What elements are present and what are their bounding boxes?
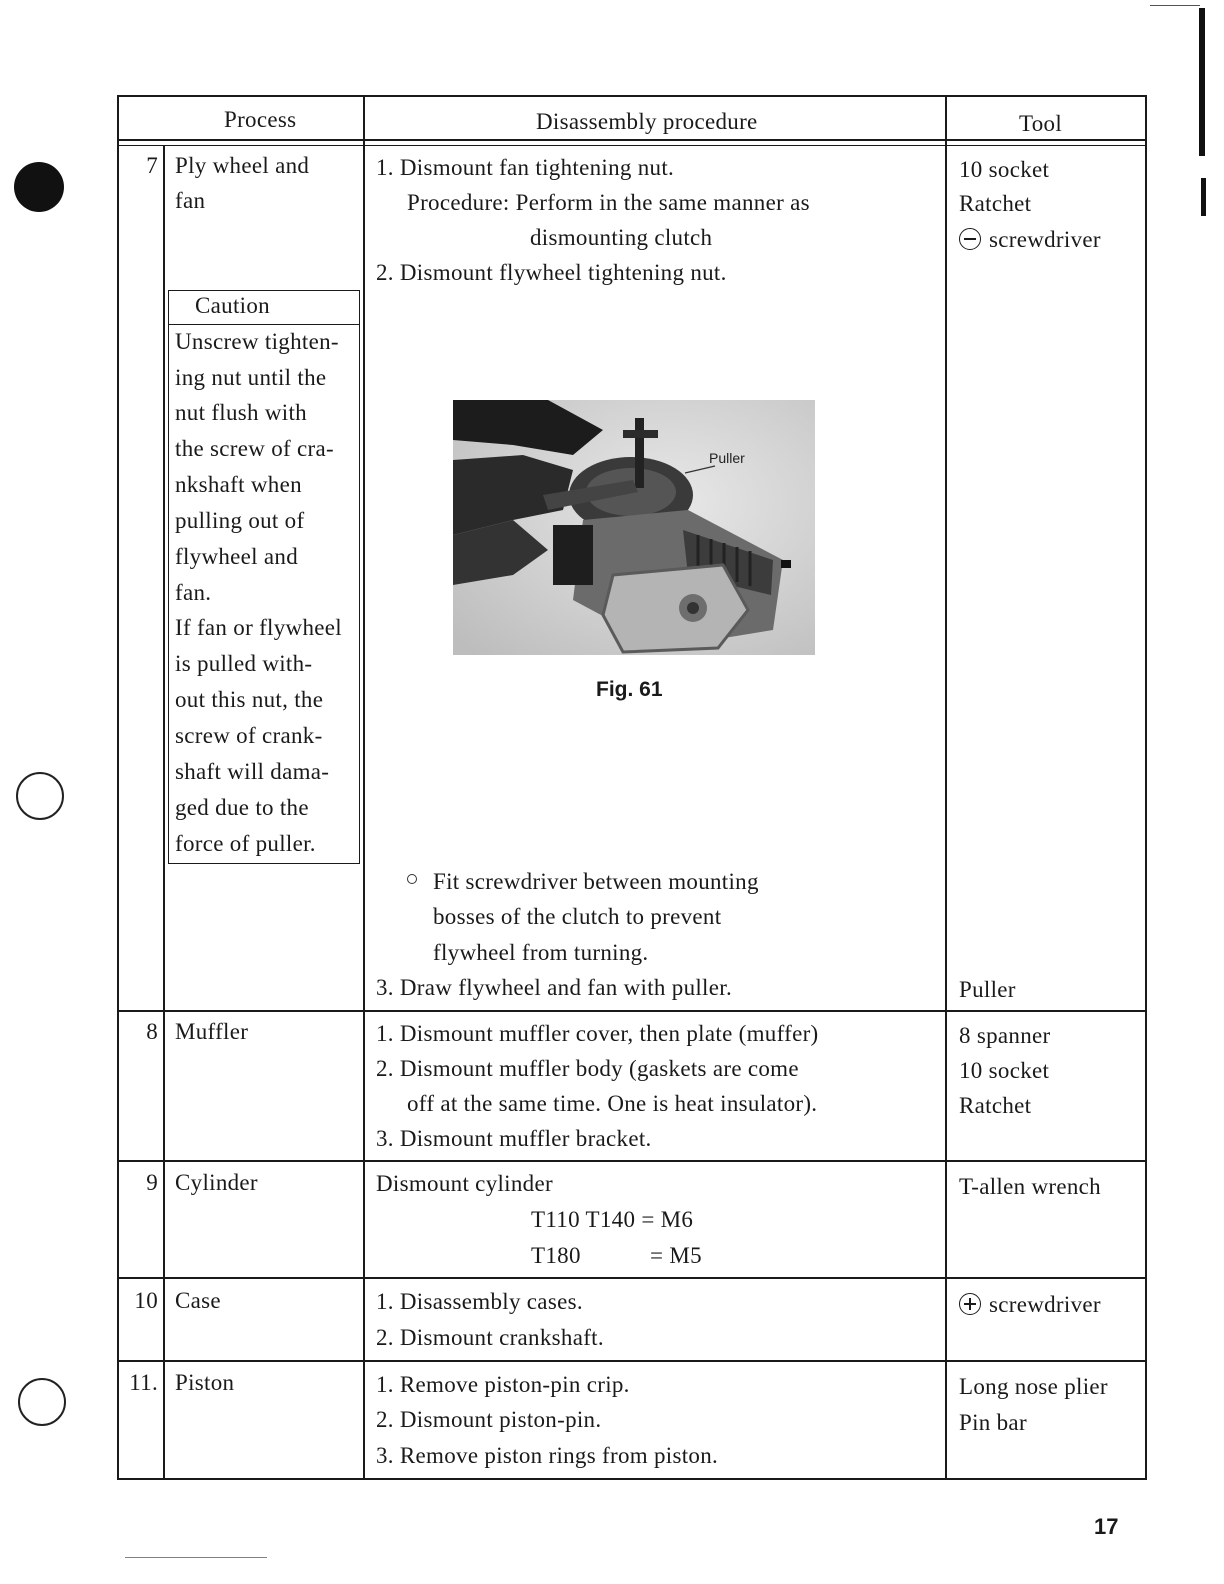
edge-bar — [1199, 8, 1205, 156]
caution-line: pulling out of — [175, 508, 305, 533]
tool-item: Ratchet — [959, 1093, 1032, 1118]
process-name: Ply wheel and — [175, 153, 310, 178]
tool-item: Pin bar — [959, 1410, 1027, 1435]
header-process: Process — [224, 107, 297, 132]
process-name: Piston — [175, 1370, 235, 1395]
caution-line: the screw of cra- — [175, 436, 334, 461]
edge-bar — [1201, 178, 1206, 216]
procedure-step: 1. Dismount fan tightening nut. — [376, 155, 675, 180]
tool-item: Puller — [959, 977, 1016, 1002]
procedure-step: 3. Remove piston rings from piston. — [376, 1443, 719, 1468]
edge-line — [1150, 5, 1200, 6]
procedure-step: 2. Dismount piston-pin. — [376, 1407, 602, 1432]
tool-item: screwdriver — [959, 222, 1101, 258]
caution-line: is pulled with- — [175, 651, 313, 676]
tool-item: 10 socket — [959, 1058, 1050, 1083]
procedure-step: 3. Dismount muffler bracket. — [376, 1126, 652, 1151]
tool-item: 10 socket — [959, 157, 1050, 182]
procedure-step: 1. Dismount muffler cover, then plate (muffer) — [376, 1021, 819, 1046]
caution-line: If fan or flywheel — [175, 615, 342, 640]
header-procedure: Disassembly procedure — [536, 109, 758, 134]
procedure-step: 3. Draw flywheel and fan with puller. — [376, 975, 732, 1000]
caution-line: shaft will dama- — [175, 759, 330, 784]
note-line: bosses of the clutch to prevent — [433, 904, 722, 929]
minus-screwdriver-icon — [959, 228, 981, 250]
caution-line: ged due to the — [175, 795, 309, 820]
note-line: flywheel from turning. — [433, 940, 649, 965]
row-number: 11. — [129, 1370, 158, 1395]
row-number: 9 — [146, 1170, 158, 1195]
procedure-step: Dismount cylinder — [376, 1171, 553, 1196]
engine-puller-photo — [453, 400, 815, 655]
process-name: Muffler — [175, 1019, 249, 1044]
row-number: 10 — [134, 1288, 158, 1313]
header-tool: Tool — [1019, 111, 1063, 136]
row-number: 7 — [146, 153, 158, 178]
bullet-circle-icon — [407, 874, 417, 884]
process-name: fan — [175, 188, 206, 213]
procedure-step: 2. Dismount crankshaft. — [376, 1325, 604, 1350]
binder-hole — [18, 1378, 66, 1426]
procedure-step: Procedure: Perform in the same manner as — [407, 190, 810, 215]
procedure-step: T180 — [531, 1243, 581, 1268]
procedure-step: = M5 — [650, 1243, 702, 1268]
caution-title: Caution — [195, 293, 270, 318]
procedure-step: T110 T140 = M6 — [531, 1207, 694, 1232]
row-number: 8 — [146, 1019, 158, 1044]
note-line: Fit screwdriver between mounting — [433, 869, 759, 894]
caution-line: Unscrew tighten- — [175, 329, 339, 354]
process-name: Case — [175, 1288, 221, 1313]
process-name: Cylinder — [175, 1170, 258, 1195]
procedure-step: dismounting clutch — [530, 225, 713, 250]
caution-line: nut flush with — [175, 400, 307, 425]
procedure-step: off at the same time. One is heat insulator). — [407, 1091, 818, 1116]
procedure-step: 1. Disassembly cases. — [376, 1289, 583, 1314]
binder-hole-filled — [14, 162, 64, 212]
figure-caption: Fig. 61 — [596, 678, 663, 701]
tool-item: Ratchet — [959, 191, 1032, 216]
page-number: 17 — [1094, 1514, 1119, 1539]
caution-line: ing nut until the — [175, 365, 327, 390]
caution-line: out this nut, the — [175, 687, 324, 712]
caution-line: flywheel and — [175, 544, 299, 569]
binder-hole — [16, 772, 64, 820]
tool-item: T-allen wrench — [959, 1174, 1101, 1199]
tool-item: 8 spanner — [959, 1023, 1051, 1048]
caution-line: force of puller. — [175, 831, 316, 856]
procedure-step: 2. Dismount muffler body (gaskets are come — [376, 1056, 799, 1081]
caution-line: nkshaft when — [175, 472, 302, 497]
caution-line: screw of crank- — [175, 723, 323, 748]
caution-line: fan. — [175, 580, 212, 605]
procedure-step: 1. Remove piston-pin crip. — [376, 1372, 630, 1397]
procedure-step: 2. Dismount flywheel tightening nut. — [376, 260, 727, 285]
tool-item: Long nose plier — [959, 1374, 1108, 1399]
plus-screwdriver-icon — [959, 1293, 981, 1315]
footer-line — [125, 1557, 267, 1558]
puller-label: Puller — [709, 450, 745, 466]
tool-item: screwdriver — [959, 1287, 1101, 1323]
